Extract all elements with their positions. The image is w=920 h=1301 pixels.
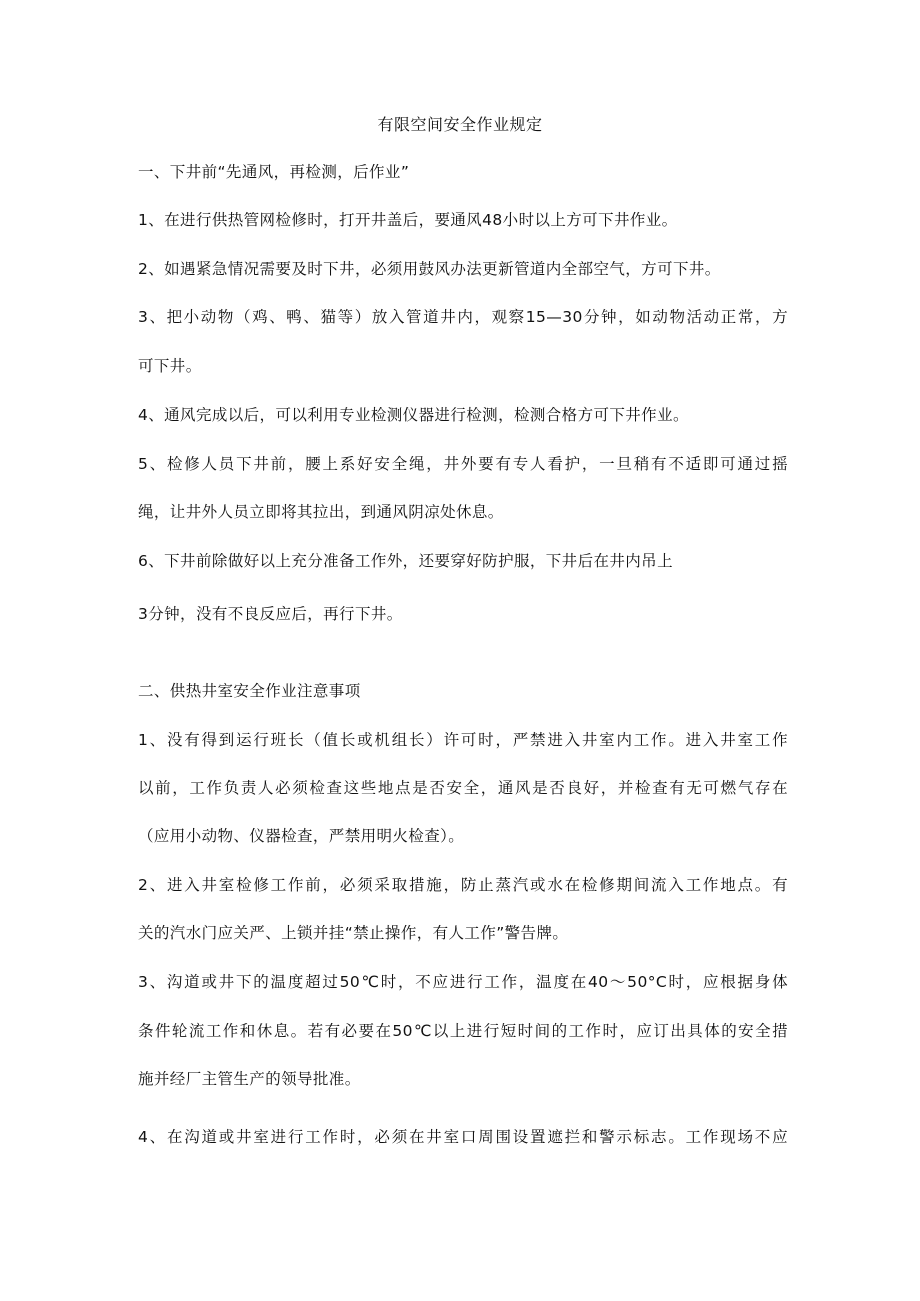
paragraph-line: 6、下井前除做好以上充分准备工作外，还要穿好防护服，下井后在井内吊上 bbox=[138, 552, 673, 570]
paragraph-line: 3分钟，没有不良反应后，再行下井。 bbox=[138, 605, 403, 623]
paragraph-line: 条件轮流工作和休息。若有必要在50℃以上进行短时间的工作时，应订出具体的安全措 bbox=[138, 1022, 788, 1040]
paragraph-line: 以前，工作负责人必须检查这些地点是否安全，通风是否良好，并检查有无可燃气存在 bbox=[138, 779, 788, 797]
paragraph-line: 5、检修人员下井前，腰上系好安全绳，井外要有专人看护，一旦稍有不适即可通过摇 bbox=[138, 455, 788, 473]
paragraph-line: 1、没有得到运行班长（值长或机组长）许可时，严禁进入井室内工作。进入井室工作 bbox=[138, 731, 788, 749]
paragraph-line: 2、如遇紧急情况需要及时下井，必须用鼓风办法更新管道内全部空气，方可下井。 bbox=[138, 260, 721, 278]
paragraph-line: 施并经厂主管生产的领导批准。 bbox=[138, 1070, 361, 1088]
paragraph-line: 4、在沟道或井室进行工作时，必须在井室口周围设置遮拦和警示标志。工作现场不应 bbox=[138, 1128, 788, 1146]
paragraph-line: 2、进入井室检修工作前，必须采取措施，防止蒸汽或水在检修期间流入工作地点。有 bbox=[138, 876, 788, 894]
paragraph-line: 关的汽水门应关严、上锁并挂“禁止操作，有人工作”警告牌。 bbox=[138, 924, 569, 942]
paragraph-line: 绳，让井外人员立即将其拉出，到通风阴凉处休息。 bbox=[138, 503, 504, 521]
paragraph-line: 1、在进行供热管网检修时，打开井盖后，要通风48小时以上方可下井作业。 bbox=[138, 211, 678, 229]
document-title: 有限空间安全作业规定 bbox=[377, 115, 543, 134]
paragraph-line: （应用小动物、仪器检查，严禁用明火检查）。 bbox=[138, 827, 465, 845]
paragraph-line: 可下井。 bbox=[138, 357, 202, 375]
section-1-heading: 一、下井前“先通风，再检测，后作业” bbox=[138, 163, 410, 181]
section-2-heading: 二、供热井室安全作业注意事项 bbox=[138, 682, 361, 700]
paragraph-line: 3、沟道或井下的温度超过50℃时，不应进行工作，温度在40～50°C时，应根据身体 bbox=[138, 973, 788, 991]
paragraph-line: 4、通风完成以后，可以利用专业检测仪器进行检测，检测合格方可下井作业。 bbox=[138, 406, 689, 424]
paragraph-line: 3、把小动物（鸡、鸭、猫等）放入管道井内，观察15—30分钟，如动物活动正常，方 bbox=[138, 308, 788, 326]
